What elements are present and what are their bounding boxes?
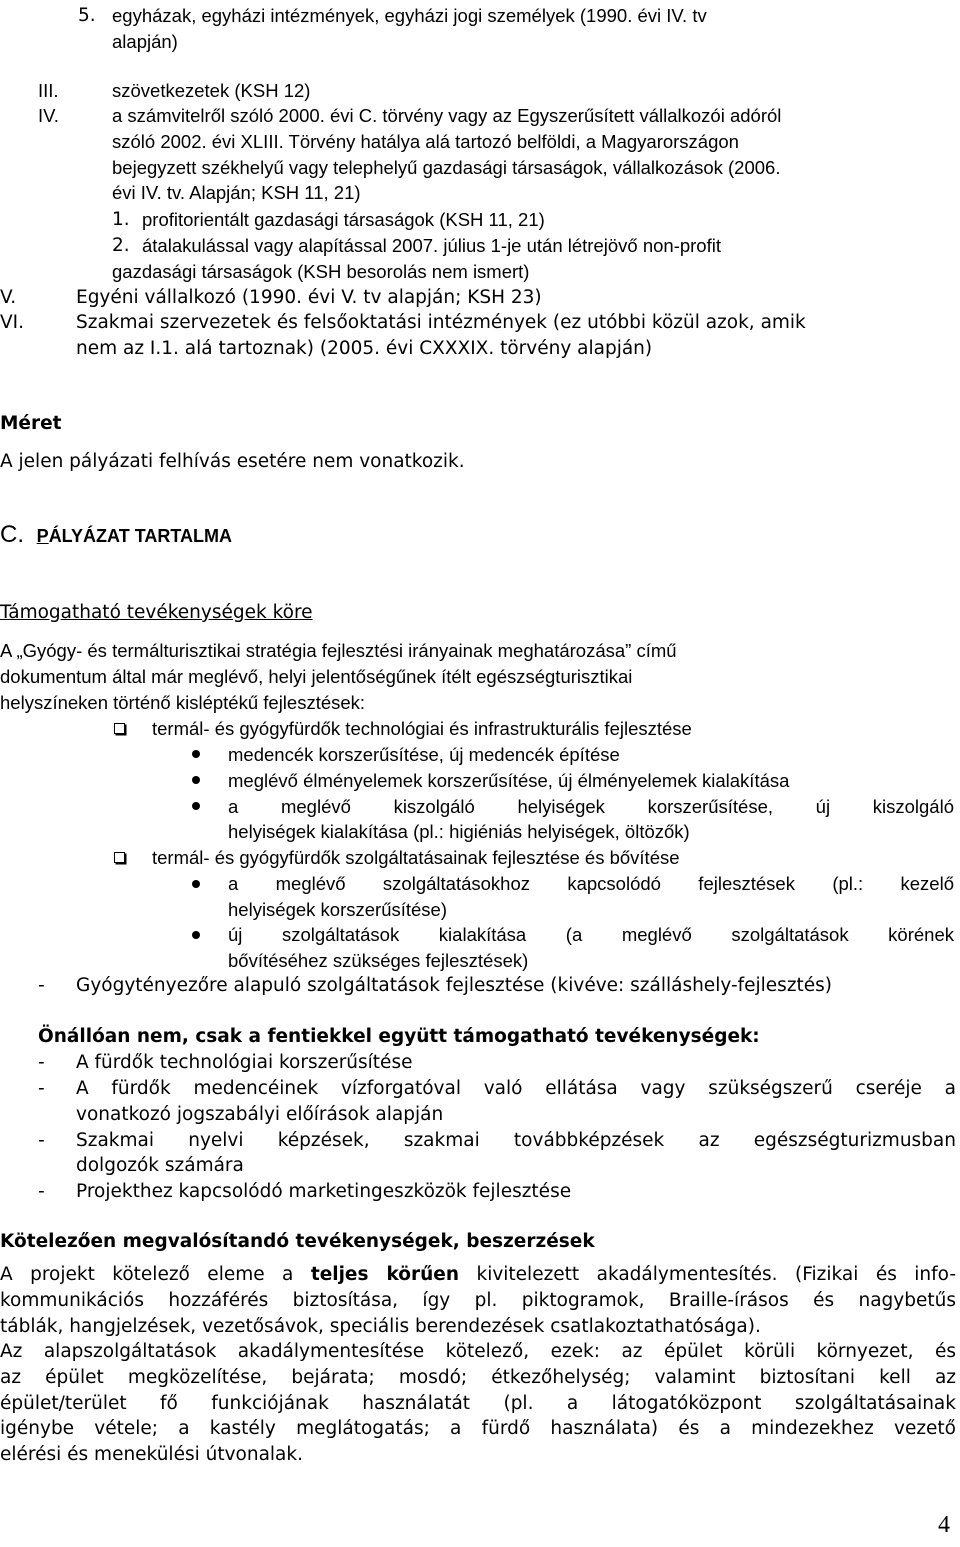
bullet-icon xyxy=(192,802,200,810)
list-item-text: helyiségek kialakítása (pl.: higiéniás helyiségek, öltözők) xyxy=(228,821,690,842)
list-number: 1. xyxy=(112,209,130,230)
list-number: IV. xyxy=(38,105,59,126)
list-item-text: átalakulással vagy alapítással 2007. július 1-je után létrejövő non-profit xyxy=(142,235,721,256)
list-item-text: a meglévő szolgáltatásokhoz kapcsolódó fejlesztések (pl.: kezelő xyxy=(228,873,954,894)
list-item-text: vonatkozó jogszabályi előírások alapján xyxy=(76,1104,444,1125)
paragraph-line: dokumentum által már meglévő, helyi jelentőségűnek ítélt egészségturisztikai xyxy=(0,666,633,687)
list-item-text: évi IV. tv. Alapján; KSH 11, 21) xyxy=(112,182,361,203)
list-item-text: Szakmai szervezetek és felsőoktatási intézmények (ez utóbbi közül azok, amik xyxy=(76,312,806,333)
list-number: VI. xyxy=(0,312,24,333)
paragraph-line: helyszíneken történő kisléptékű fejlesztések: xyxy=(0,692,366,713)
list-item-text: A fürdők medencéinek vízforgatóval való ellátása vagy szükségszerű cseréje a xyxy=(76,1078,956,1099)
paragraph-line: igénybe vétele; a kastély meglátogatás; a fürdő használata) és a mindezekhez vezető xyxy=(0,1418,956,1439)
section-title-rest: ÁLYÁZAT TARTALMA xyxy=(48,526,232,546)
dash-bullet: - xyxy=(38,975,45,996)
emphasis-text: teljes körűen xyxy=(310,1264,460,1285)
list-item-text: helyiségek korszerűsítése) xyxy=(228,899,448,920)
page-number: 4 xyxy=(938,1512,950,1538)
paragraph-line: kommunikációs hozzáférés biztosítása, így pl. piktogramok, Braille-írásos és nagybetűs xyxy=(0,1290,956,1311)
section-heading: Önállóan nem, csak a fentiekkel együtt támogatható tevékenységek: xyxy=(38,1026,760,1047)
list-item-text: termál- és gyógyfürdők szolgáltatásainak fejlesztése és bővítése xyxy=(152,847,680,868)
checkbox-bullet-icon xyxy=(114,723,125,734)
bullet-icon xyxy=(192,776,200,784)
dash-bullet: - xyxy=(38,1181,45,1202)
list-item-text: Gyógytényezőre alapuló szolgáltatások fejlesztése (kivéve: szálláshely-fejlesztés) xyxy=(76,975,833,996)
list-number: III. xyxy=(38,80,59,101)
list-item-text: medencék korszerűsítése, új medencék építése xyxy=(228,744,620,765)
section-title xyxy=(0,522,232,549)
paragraph-line: épület/terület fő funkciójának használatát (pl. a látogatóközpont szolgáltatásainak xyxy=(0,1393,956,1414)
paragraph-line: az épület megközelítése, bejárata; mosdó; étkezőhelység; valamint biztosítani kell az xyxy=(0,1367,956,1388)
list-item-text: dolgozók számára xyxy=(76,1155,244,1176)
list-item-text: szövetkezetek (KSH 12) xyxy=(112,80,311,101)
list-number: 5. xyxy=(78,5,96,26)
dash-bullet: - xyxy=(38,1130,45,1151)
list-item-text: Egyéni vállalkozó (1990. évi V. tv alapján; KSH 23) xyxy=(76,287,542,308)
list-item-text: bővítéséhez szükséges fejlesztések) xyxy=(228,950,529,971)
list-item-text: A fürdők technológiai korszerűsítése xyxy=(76,1052,413,1073)
list-item-text: gazdasági társaságok (KSH besorolás nem ismert) xyxy=(112,261,530,282)
list-item-text: a számvitelről szóló 2000. évi C. törvény vagy az Egyszerűsített vállalkozói adóról xyxy=(112,105,782,126)
paragraph-line xyxy=(0,1262,956,1288)
paragraph-line: elérési és menekülési útvonalak. xyxy=(0,1444,303,1465)
list-number: V. xyxy=(0,287,17,308)
list-item-text: Szakmai nyelvi képzések, szakmai továbbképzések az egészségturizmusban xyxy=(76,1130,956,1151)
list-item-text: meglévő élményelemek korszerűsítése, új élményelemek kialakítása xyxy=(228,770,790,791)
checkbox-bullet-icon xyxy=(114,852,125,863)
list-item-text: szóló 2002. évi XLIII. Törvény hatálya alá tartozó belföldi, a Magyarországon xyxy=(112,131,739,152)
list-item-text: alapján) xyxy=(112,31,178,52)
bullet-icon xyxy=(192,931,200,939)
section-letter: C. xyxy=(0,521,24,548)
list-item-text: egyházak, egyházi intézmények, egyházi jogi személyek (1990. évi IV. tv xyxy=(112,5,707,26)
section-heading: Méret xyxy=(0,413,62,434)
bullet-icon xyxy=(192,880,200,888)
list-item-text: új szolgáltatások kialakítása (a meglévő szolgáltatások körének xyxy=(228,924,954,945)
bullet-icon xyxy=(192,750,200,758)
paragraph-line: A „Gyógy- és termálturisztikai stratégia fejlesztési irányainak meghatározása” című xyxy=(0,640,677,661)
list-item-text: a meglévő kiszolgáló helyiségek korszerűsítése, új kiszolgáló xyxy=(228,796,954,817)
dash-bullet: - xyxy=(38,1078,45,1099)
dash-bullet: - xyxy=(38,1052,45,1073)
paragraph-line: táblák, hangjelzések, vezetősávok, speciális berendezések csatlakoztathatósága). xyxy=(0,1316,761,1337)
text-run: kivitelezett akadálymentesítés. (Fizikai és info- xyxy=(459,1264,956,1285)
list-item-text: profitorientált gazdasági társaságok (KSH 11, 21) xyxy=(142,209,545,230)
list-item-text: nem az I.1. alá tartoznak) (2005. évi CXXXIX. törvény alapján) xyxy=(76,338,653,359)
paragraph-line: Az alapszolgáltatások akadálymentesítése kötelező, ezek: az épület körüli környezet, és xyxy=(0,1341,956,1362)
list-item-text: bejegyzett székhelyű vagy telephelyű gazdasági társaságok, vállalkozások (2006. xyxy=(112,157,781,178)
section-heading: Kötelezően megvalósítandó tevékenységek, beszerzések xyxy=(0,1231,595,1252)
list-item-text: Projekthez kapcsolódó marketingeszközök fejlesztése xyxy=(76,1181,572,1202)
list-item-text: termál- és gyógyfürdők technológiai és infrastrukturális fejlesztése xyxy=(152,718,692,739)
paragraph: A jelen pályázati felhívás esetére nem vonatkozik. xyxy=(0,451,465,472)
section-heading: Támogatható tevékenységek köre xyxy=(0,602,313,623)
section-title-initial: P xyxy=(36,526,49,546)
list-number: 2. xyxy=(112,235,130,256)
text-run: A projekt kötelező eleme a xyxy=(0,1264,311,1285)
